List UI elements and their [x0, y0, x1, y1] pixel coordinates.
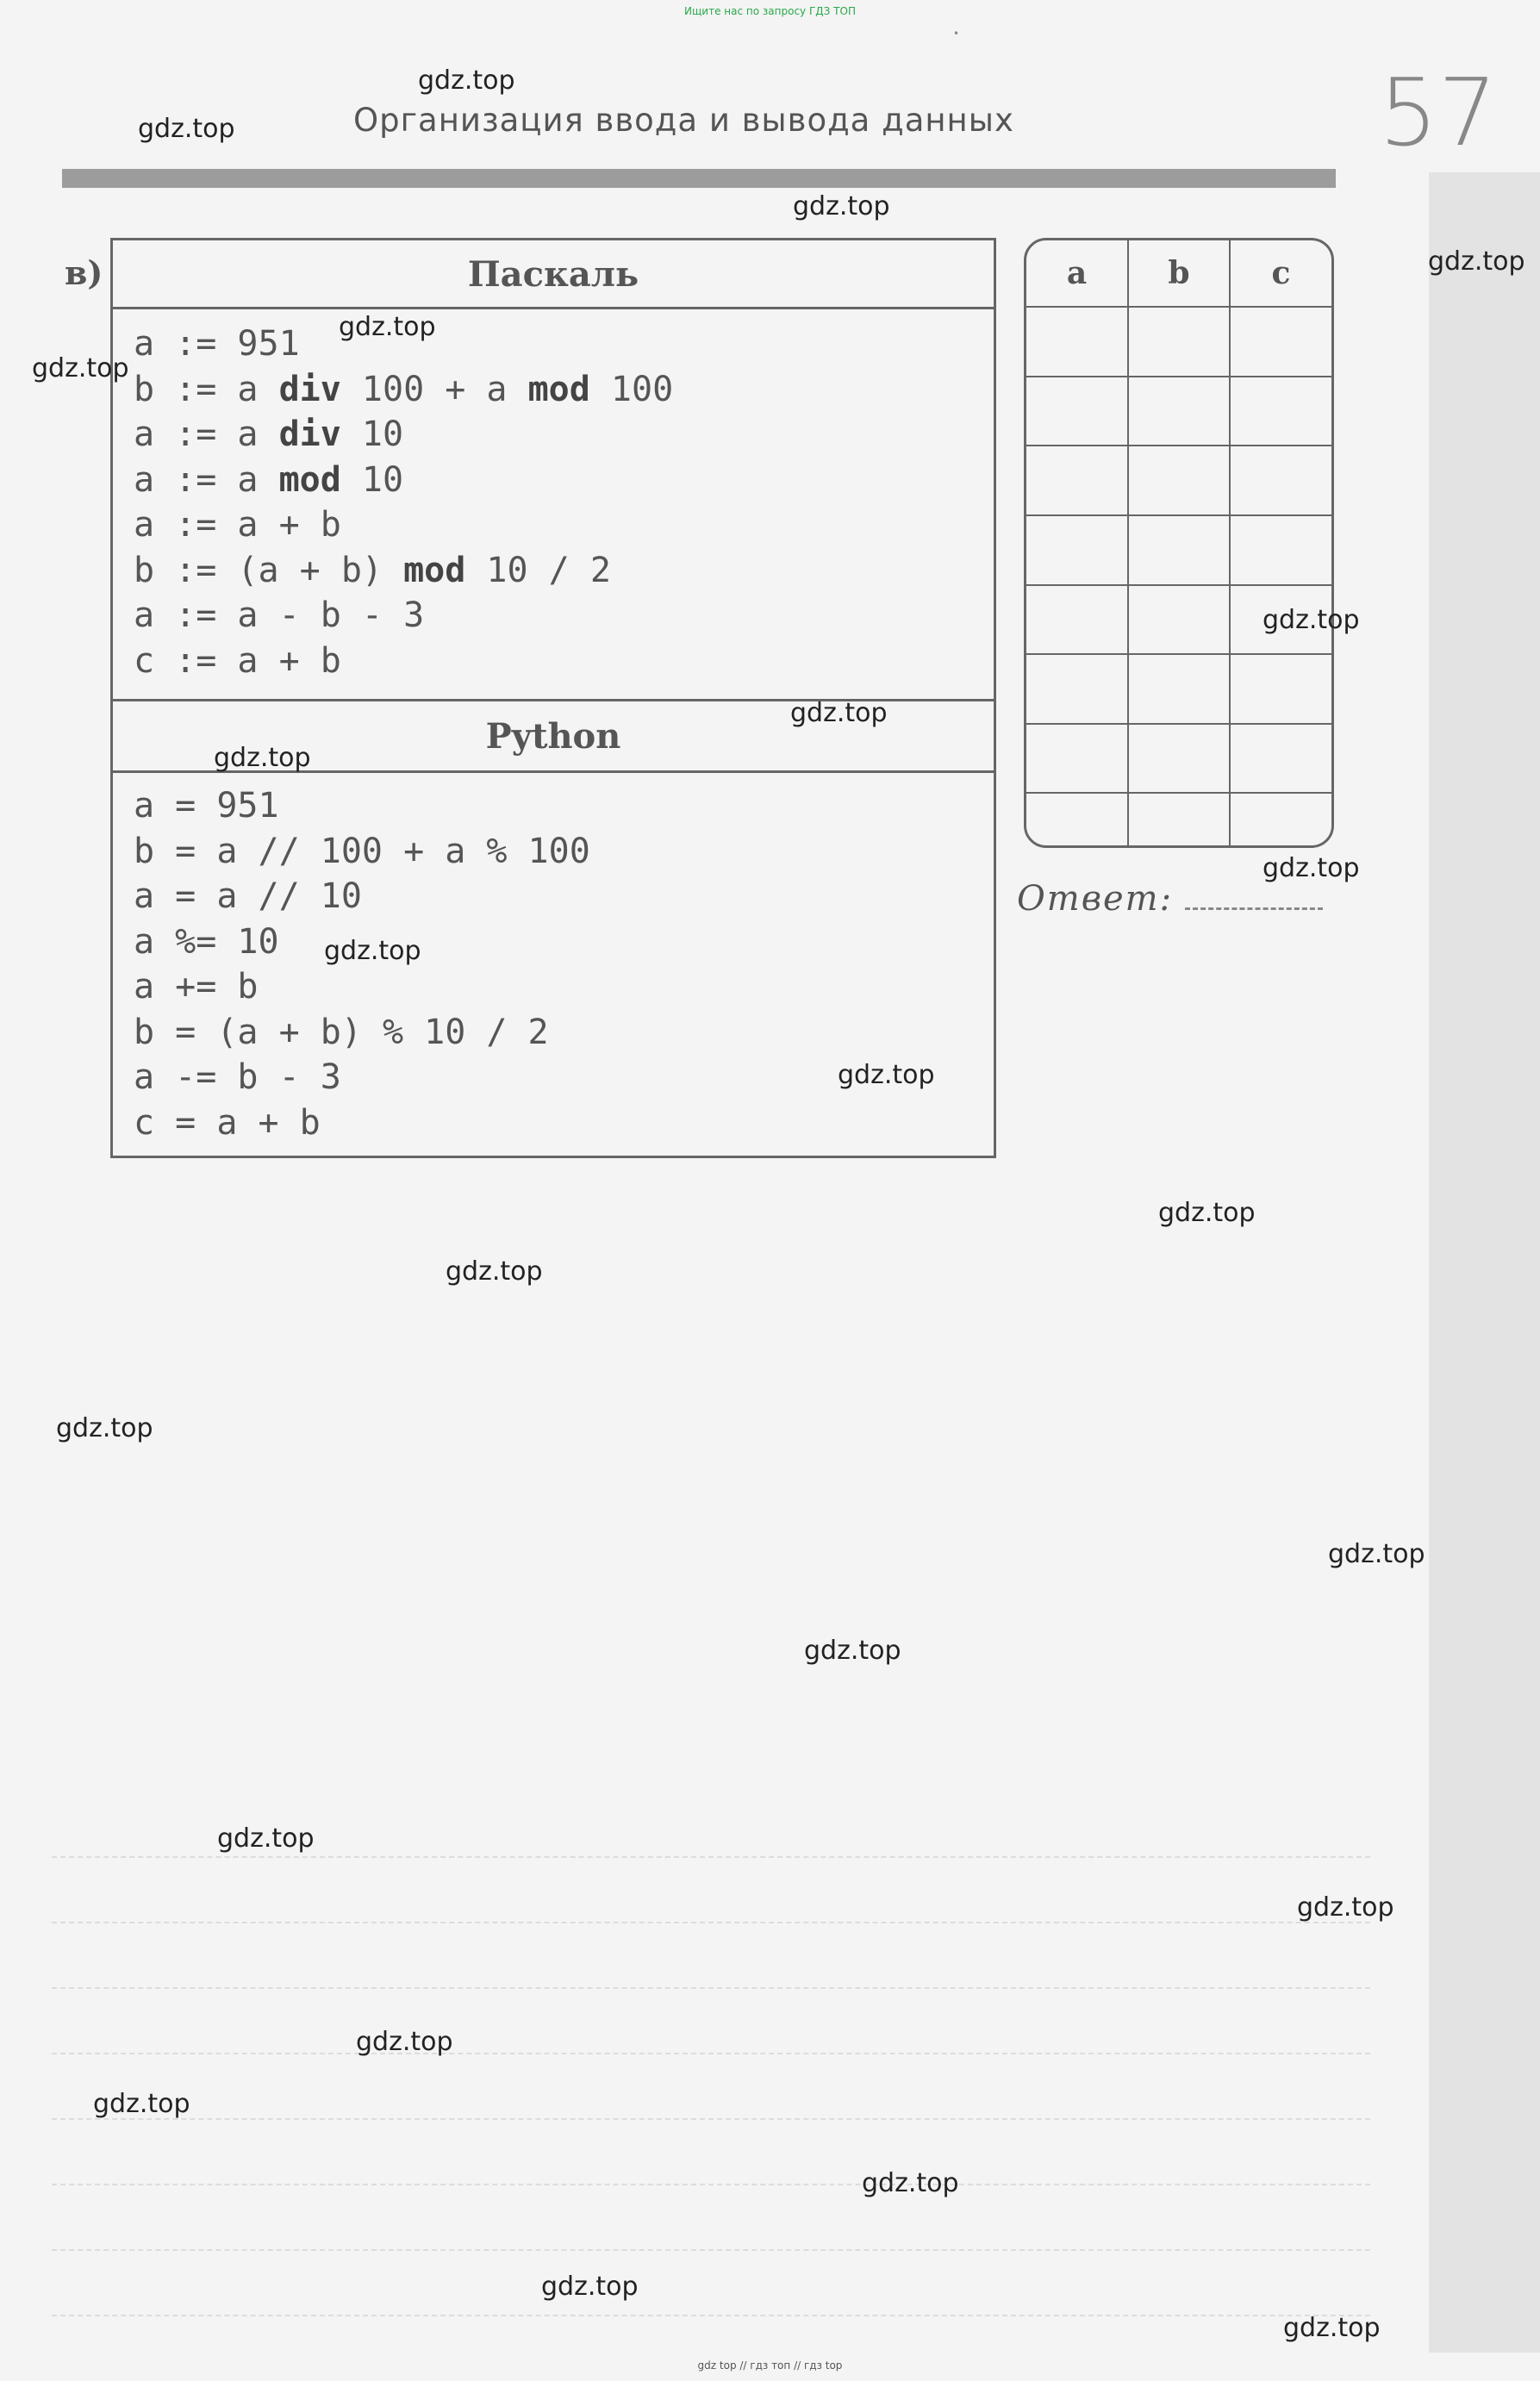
page-edge-strip — [1429, 172, 1540, 2353]
cell[interactable] — [1026, 654, 1128, 724]
cell[interactable] — [1026, 515, 1128, 585]
code-line: a -= b - 3 — [134, 1057, 341, 1097]
code-line: a = a // 10 — [134, 876, 362, 916]
cell[interactable] — [1230, 515, 1331, 585]
pascal-code — [134, 321, 673, 683]
code-line: b = a // 100 + a % 100 — [134, 831, 590, 871]
code-line: a := 951 — [134, 324, 300, 364]
cell[interactable] — [1128, 724, 1230, 794]
watermark-text: gdz.top — [1297, 1892, 1394, 1923]
watermark-text: gdz.top — [793, 191, 890, 221]
answer-blank[interactable] — [1185, 887, 1323, 910]
column-header-a: a — [1026, 240, 1128, 307]
code-line: a %= 10 — [134, 921, 279, 962]
header-rule — [62, 169, 1336, 188]
page-title: Организация ввода и вывода данных — [353, 102, 1014, 139]
cell[interactable] — [1026, 377, 1128, 446]
cell[interactable] — [1026, 585, 1128, 655]
code-line: a += b — [134, 967, 259, 1007]
watermark-text: gdz.top — [1328, 1539, 1425, 1569]
watermark-text: gdz.top — [804, 1636, 901, 1666]
code-line: c := a + b — [134, 640, 341, 681]
watermark-text: gdz.top — [1263, 853, 1360, 883]
page-number: 57 — [1379, 59, 1498, 167]
watermark-text: gdz.top — [1428, 246, 1525, 277]
code-line: a := a - b - 3 — [134, 595, 425, 635]
watermark-text: gdz.top — [1283, 2313, 1381, 2343]
cell[interactable] — [1026, 446, 1128, 515]
watermark-text: gdz.top — [56, 1413, 153, 1443]
code-line: c = a + b — [134, 1102, 321, 1143]
watermark-text: gdz.top — [356, 2027, 453, 2057]
table-row — [1026, 654, 1331, 724]
code-line: b := (a + b) mod 10 / 2 — [134, 550, 611, 590]
column-header-b: b — [1128, 240, 1230, 307]
watermark-text: gdz.top — [214, 743, 311, 773]
watermark-text: gdz.top — [862, 2168, 959, 2198]
pascal-heading: Паскаль — [113, 240, 994, 309]
cell[interactable] — [1230, 724, 1331, 794]
watermark-text: gdz.top — [446, 1256, 543, 1287]
cell[interactable] — [1128, 654, 1230, 724]
watermark-text: gdz.top — [541, 2272, 639, 2302]
cell[interactable] — [1026, 793, 1128, 845]
code-line: a := a mod 10 — [134, 459, 404, 500]
watermark-text: gdz.top — [339, 312, 436, 342]
cell[interactable] — [1128, 515, 1230, 585]
footer-text: gdz top // гдз топ // гдз top — [697, 2359, 843, 2372]
blank-writing-lines — [52, 1792, 1370, 2316]
watermark-text: gdz.top — [32, 353, 129, 383]
cell[interactable] — [1230, 793, 1331, 845]
code-line: a := a div 10 — [134, 414, 404, 454]
code-line: a = 951 — [134, 786, 279, 826]
print-dot: • — [953, 28, 960, 40]
cell[interactable] — [1230, 377, 1331, 446]
cell[interactable] — [1128, 446, 1230, 515]
cell[interactable] — [1128, 585, 1230, 655]
trace-table — [1024, 238, 1334, 848]
watermark-text: gdz.top — [138, 114, 235, 144]
watermark-text: gdz.top — [324, 936, 421, 966]
cell[interactable] — [1230, 307, 1331, 377]
code-line: b := a div 100 + a mod 100 — [134, 369, 674, 409]
table-row — [1026, 446, 1331, 515]
code-line: a := a + b — [134, 505, 341, 545]
table-row — [1026, 724, 1331, 794]
table-row — [1026, 515, 1331, 585]
table-row — [1026, 377, 1331, 446]
cell[interactable] — [1128, 307, 1230, 377]
column-header-c: c — [1230, 240, 1331, 307]
top-banner: Ищите нас по запросу ГДЗ ТОП — [684, 5, 856, 17]
watermark-text: gdz.top — [217, 1823, 315, 1854]
watermark-text: gdz.top — [93, 2089, 190, 2119]
cell[interactable] — [1026, 724, 1128, 794]
answer-label: Ответ: — [1017, 879, 1174, 919]
watermark-text: gdz.top — [418, 65, 515, 96]
code-line: b = (a + b) % 10 / 2 — [134, 1012, 549, 1052]
cell[interactable] — [1128, 377, 1230, 446]
watermark-text: gdz.top — [790, 698, 888, 728]
table-row — [1026, 793, 1331, 845]
answer-field[interactable] — [1017, 879, 1323, 919]
python-heading: Python — [113, 699, 994, 773]
watermark-text: gdz.top — [1263, 605, 1360, 635]
cell[interactable] — [1128, 793, 1230, 845]
table-row — [1026, 307, 1331, 377]
task-label: в) — [65, 253, 103, 292]
watermark-text: gdz.top — [1158, 1198, 1256, 1228]
cell[interactable] — [1230, 446, 1331, 515]
watermark-text: gdz.top — [838, 1060, 935, 1090]
cell[interactable] — [1230, 654, 1331, 724]
cell[interactable] — [1026, 307, 1128, 377]
